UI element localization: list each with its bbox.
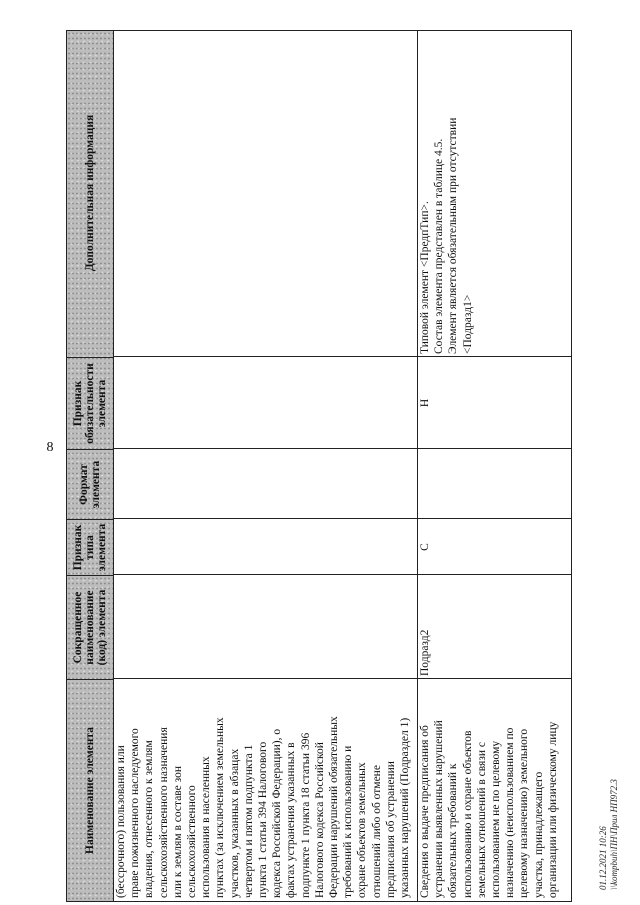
table-row-2-required: Н — [419, 398, 431, 408]
header-required-flag: Признак обязательности элемента — [67, 357, 113, 449]
name-line: целевому назначению) земельного — [518, 728, 531, 898]
column-divider — [113, 356, 571, 357]
table-row-2-info — [418, 29, 475, 357]
header-short-code: Сокращенное наименование (код) элемента — [67, 575, 113, 679]
name-line: требований к использованию и — [342, 745, 355, 898]
name-line: земельных отношений в связи с — [475, 742, 488, 898]
name-line: Сведения о выдаче предписания об — [419, 725, 431, 898]
name-line: или к землям в составе зон — [171, 765, 184, 898]
info-line: Типовой элемент <ПредпТип>. — [419, 201, 431, 354]
name-line: участка, принадлежащего — [532, 771, 545, 898]
name-line: Федерации нарушений обязательных — [328, 716, 341, 898]
name-line: устранении выявленных нарушений — [433, 720, 446, 898]
name-line: четвертом и пятом подпункта 1 — [242, 744, 255, 898]
footer-path: \\kompbuh\ПН\Прил НП972.3 — [609, 779, 619, 890]
name-line: праве пожизненного наследуемого — [129, 728, 142, 898]
name-line: пункта 1 статьи 394 Налогового — [257, 741, 270, 898]
name-line: использованию и охране объектов — [461, 730, 474, 898]
column-divider — [113, 574, 571, 575]
footer-date: 01.12.2021 10:26 — [598, 826, 608, 890]
info-line: Состав элемента представлен в таблице 4.5. — [433, 138, 446, 354]
name-line: организации или физическому лицу — [546, 721, 559, 898]
name-line: пунктах (за исключением земельных — [214, 717, 227, 898]
name-line: назначению (неиспользованием по — [504, 727, 517, 898]
name-line: указанных нарушений (Подраздел 1) — [399, 717, 412, 898]
header-element-name: Наименование элемента — [67, 679, 113, 901]
name-line: фактах устранения указанных в — [285, 742, 298, 898]
name-line: использованием не по целевому — [490, 740, 503, 898]
name-line: владения, отнесенного к землям — [143, 740, 156, 898]
column-divider — [113, 448, 571, 449]
name-line: предписания об устранении — [384, 761, 397, 898]
table-row-1-name — [114, 679, 412, 901]
name-line: охране объектов земельных — [356, 762, 369, 898]
header-format: Формат элемента — [67, 449, 113, 519]
info-line: <Подразд1> — [461, 294, 474, 354]
name-line: использования в населенных — [200, 756, 213, 898]
page-number: 8 — [46, 440, 54, 455]
table-row-2-type: С — [419, 543, 431, 551]
table-header — [67, 31, 114, 901]
table-row-2-code: Подразд2 — [419, 629, 431, 676]
header-additional-info: Дополнительная информация — [84, 114, 96, 272]
header-type-flag: Признак типа элемента — [67, 519, 113, 575]
name-line: сельскохозяйственного — [186, 785, 199, 898]
name-line: отношений либо об отмене — [370, 765, 383, 898]
name-line: (бессрочного) пользования или — [115, 745, 127, 898]
info-line: Элемент является обязательным при отсутствии — [447, 117, 460, 354]
elements-table — [66, 30, 572, 902]
name-line: обязательных требований к — [447, 763, 460, 898]
name-line: кодекса Российской Федерации), о — [271, 728, 284, 898]
name-line: Налогового кодекса Российской — [313, 742, 326, 898]
column-divider — [113, 518, 571, 519]
name-line: подпункте 1 пункта 18 статьи 396 — [299, 732, 312, 898]
name-line: сельскохозяйственного назначения — [157, 727, 170, 898]
file-footer — [598, 700, 622, 890]
table-row-2-name — [418, 679, 560, 901]
name-line: участков, указанных в абзацах — [228, 748, 241, 898]
